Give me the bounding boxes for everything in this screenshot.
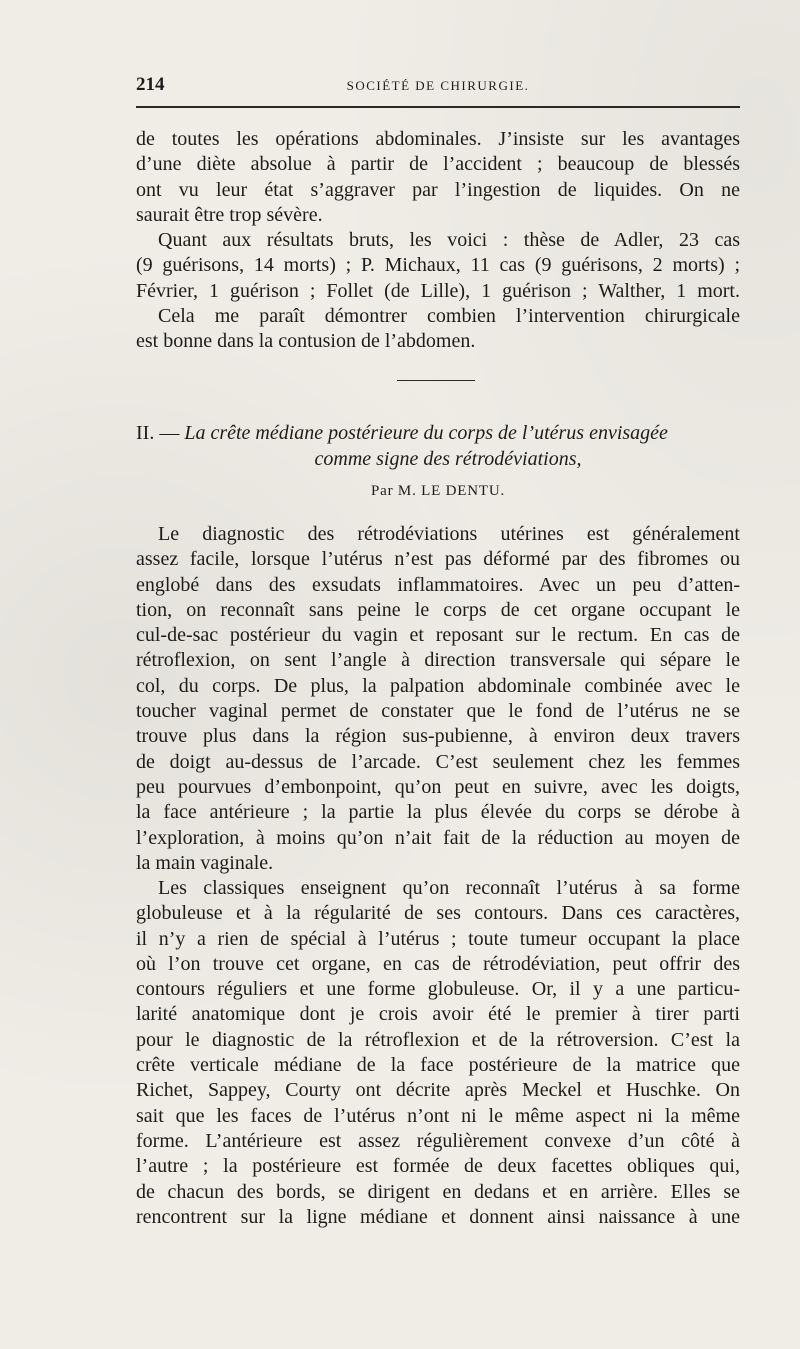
page-number: 214: [136, 74, 165, 95]
text-line: col, du corps. De plus, la palpation abdominale combinée avec le: [136, 674, 740, 697]
text-line: la main vaginale.: [136, 851, 274, 874]
text-line: sait que les faces de l’utérus n’ont ni le même aspect ni la même: [136, 1104, 740, 1127]
text-line: de toutes les opérations abdominales. J’insiste sur les avantages: [136, 128, 740, 150]
text-line: Le diagnostic des rétrodéviations utérines est généralement: [158, 523, 740, 545]
continued-text: [136, 127, 740, 355]
text-line: (9 guérisons, 14 morts) ; P. Michaux, 11 cas (9 guérisons, 2 morts) ;: [136, 254, 740, 277]
section-separator-rule: [397, 380, 475, 381]
text-line: cul-de-sac postérieur du vagin et reposant sur le rectum. En cas de: [136, 624, 740, 647]
text-line: peu pourvues d’embonpoint, qu’on peut en suivre, avec les doigts,: [136, 775, 740, 798]
running-title: SOCIÉTÉ DE CHIRURGIE.: [346, 78, 530, 93]
text-line: où l’on trouve cet organe, en cas de rétrodéviation, peut offrir des: [136, 952, 740, 975]
text-line: rétroflexion, on sent l’angle à direction transversale qui sépare le: [136, 649, 740, 672]
section-number: II. —: [136, 422, 180, 444]
text-line: pour le diagnostic de la rétroflexion et de la rétroversion. C’est la: [136, 1028, 740, 1051]
text-line: ont vu leur état s’aggraver par l’ingestion de liquides. On ne: [136, 178, 740, 201]
text-line: est bonne dans la contusion de l’abdomen.: [136, 330, 476, 353]
text-line: Richet, Sappey, Courty ont décrite après Meckel et Huschke. On: [136, 1079, 740, 1102]
text-line: larité anatomique dont je crois avoir été le premier à tirer parti: [136, 1003, 740, 1026]
text-line: Quant aux résultats bruts, les voici : thèse de Adler, 23 cas: [158, 229, 740, 252]
text-line: la face antérieure ; la partie la plus élevée du corps se dérobe à: [136, 801, 740, 824]
text-line: l’exploration, à moins qu’on n’ait fait de la réduction au moyen de: [136, 826, 740, 849]
text-line: rencontrent sur la ligne médiane et donnent ainsi naissance à une: [136, 1205, 740, 1228]
text-line: Cela me paraît démontrer combien l’intervention chirurgicale: [158, 305, 740, 328]
text-line: Les classiques enseignent qu’on reconnaît l’utérus à sa forme: [158, 877, 740, 899]
paragraph-diagnostic: [136, 522, 740, 876]
text-line: de doigt au-dessus de l’arcade. C’est seulement chez les femmes: [136, 750, 740, 773]
text-line: toucher vaginal permet de constater que le fond de l’utérus ne se: [136, 700, 740, 723]
text-line: l’autre ; la postérieure est formée de deux facettes obliques qui,: [136, 1155, 740, 1178]
text-line: d’une diète absolue à partir de l’accident ; beaucoup de blessés: [136, 153, 740, 176]
author-byline: Par M. LE DENTU.: [370, 483, 506, 499]
text-line: trouve plus dans la région sus-pubienne, à environ deux travers: [136, 725, 740, 748]
section-heading: [136, 420, 740, 472]
text-line: globuleuse et à la régularité de ses contours. Dans ces caractères,: [136, 902, 740, 925]
running-head: [136, 74, 740, 98]
section-title-part-1: La crête médiane postérieure du corps de l’utérus envisagée: [184, 422, 668, 444]
section-title-line-2: comme signe des rétrodéviations,: [314, 448, 582, 470]
text-line: saurait être trop sévère.: [136, 203, 323, 226]
text-line: englobé dans des exsudats inflammatoires. Avec un peu d’atten-: [136, 573, 740, 596]
text-line: contours réguliers et une forme globuleuse. Or, il y a une particu-: [136, 978, 740, 1001]
text-line: il n’y a rien de spécial à l’utérus ; toute tumeur occupant la place: [136, 927, 740, 950]
text-line: de chacun des bords, se dirigent en dedans et en arrière. Elles se: [136, 1180, 740, 1203]
section-title-line-1: [136, 420, 740, 446]
text-line: assez facile, lorsque l’utérus n’est pas déformé par des fibromes ou: [136, 548, 740, 571]
header-rule: [136, 106, 740, 108]
text-line: forme. L’antérieure est assez régulièrement convexe d’un côté à: [136, 1129, 740, 1152]
text-line: crête verticale médiane de la face postérieure de la matrice que: [136, 1054, 740, 1077]
text-line: tion, on reconnaît sans peine le corps de cet organe occupant le: [136, 598, 740, 621]
paragraph-classics: [136, 876, 740, 1230]
text-line: Février, 1 guérison ; Follet (de Lille), 1 guérison ; Walther, 1 mort.: [136, 279, 740, 302]
